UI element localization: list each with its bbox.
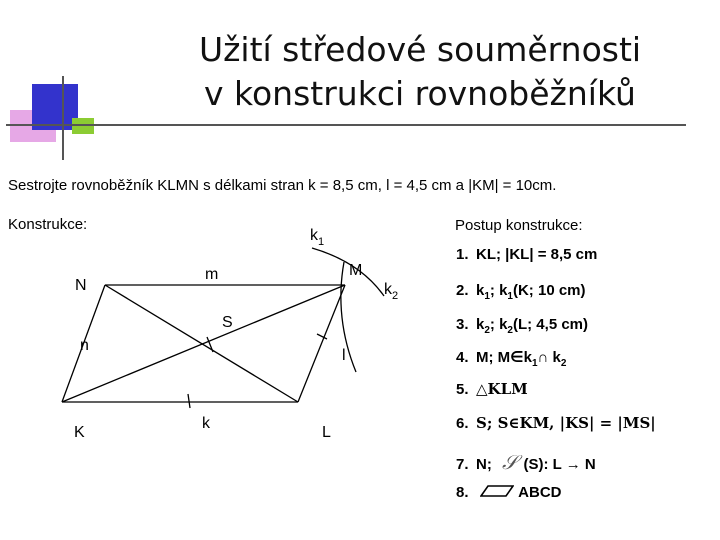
step-8: 8. ABCD	[456, 484, 562, 501]
parallelogram-icon	[480, 484, 514, 498]
step-6: 6. S; S∈KM, |KS| = |MS|	[456, 414, 656, 432]
label-L: L	[322, 424, 331, 441]
step-4: 4. M; $M\in k_1\cap$ $k_2$	[456, 349, 567, 369]
construction-label: Konstrukce:	[8, 216, 88, 233]
title-line-2: v konstrukci rovnoběžníků	[204, 74, 636, 113]
label-m: m	[205, 266, 219, 283]
central-symmetry-symbol: 𝒮	[502, 450, 518, 474]
step-1: 1. KL; |KL| = 8,5 cm	[456, 246, 598, 263]
diagonal-KM	[62, 285, 345, 402]
side-l	[298, 285, 345, 402]
label-k2: $k_2$	[384, 281, 399, 302]
step-5: 5. △KLM	[456, 380, 528, 398]
label-N: N	[75, 277, 87, 294]
step-3: 3. $k_2$; $k_2(L$; 4,5 cm)	[456, 316, 588, 336]
label-k: k	[202, 415, 210, 432]
step-7: 7. N; 𝒮 (S): L → N	[456, 450, 596, 474]
label-k1: $k_1$	[310, 227, 325, 248]
label-l: l	[342, 347, 346, 364]
tick-k	[188, 394, 190, 408]
procedure-title: Postup konstrukce:	[455, 217, 583, 234]
task-text: Sestrojte rovnoběžník KLMN s délkami stran k = 8,5 cm, l = 4,5 cm a |KM| = 10cm.	[8, 177, 557, 194]
label-n: n	[80, 337, 89, 354]
title-line-1: Užití středové souměrnosti	[198, 30, 642, 69]
label-S: S	[222, 314, 233, 331]
step-2: 2. $k_1$; $k_1(K$; 10 cm)	[456, 282, 586, 302]
label-M: M	[349, 262, 363, 279]
label-K: K	[74, 424, 85, 441]
diagonal-NL	[105, 285, 298, 402]
arc-k1	[312, 248, 384, 296]
